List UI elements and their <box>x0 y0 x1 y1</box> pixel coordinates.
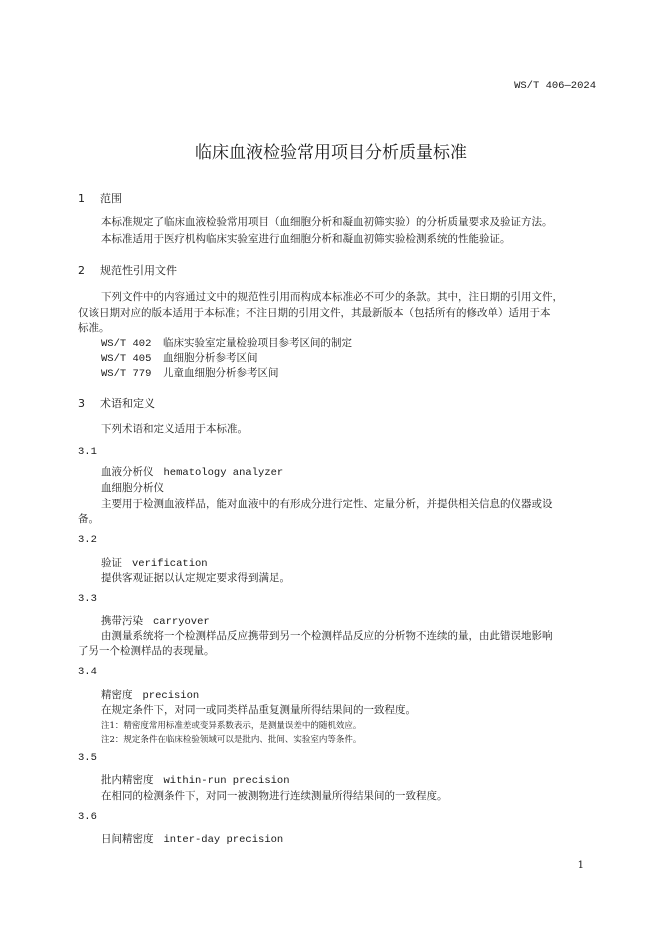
term-chinese: 验证 <box>101 557 122 569</box>
normative-reference <box>101 335 352 350</box>
section-1-title: 范围 <box>100 192 122 205</box>
reference-code: WS/T 779 <box>101 368 152 380</box>
reference-title: 儿童血细胞分析参考区间 <box>163 367 279 379</box>
section-1-number: 1 <box>78 192 85 205</box>
term-entry-3-4 <box>101 687 199 702</box>
section-1-paragraph-1: 本标准规定了临床血液检验常用项目（血细胞分析和凝血初筛实验）的分析质量要求及验证方法。 <box>101 216 553 228</box>
clause-number-3-6: 3.6 <box>78 811 97 823</box>
term-entry-3-2 <box>101 555 208 570</box>
section-1-heading <box>78 190 122 206</box>
reference-title: 临床实验室定量检验项目参考区间的制定 <box>163 337 352 349</box>
clause-number-3-1: 3.1 <box>78 446 97 458</box>
section-2-paragraph-line-2: 仅该日期对应的版本适用于本标准；不注日期的引用文件，其最新版本（包括所有的修改单）适用于本 <box>78 307 551 319</box>
term-entry-3-1 <box>101 464 283 479</box>
term-english: inter-day precision <box>163 834 284 846</box>
clause-number-3-5: 3.5 <box>78 752 97 764</box>
section-3-number: 3 <box>78 397 85 410</box>
term-english: hematology analyzer <box>163 467 284 479</box>
normative-reference <box>101 350 258 365</box>
term-synonym-3-1: 血细胞分析仪 <box>101 482 164 494</box>
reference-code: WS/T 405 <box>101 353 152 365</box>
definition-3-3-line-2: 了另一个检测样品的表现量。 <box>78 645 215 657</box>
note-3-4-1: 注1：精密度常用标准差或变异系数表示，是测量误差中的随机效应。 <box>101 721 362 731</box>
page-number: 1 <box>577 860 584 871</box>
section-2-heading <box>78 262 177 278</box>
normative-reference <box>101 365 279 380</box>
section-3-title: 术语和定义 <box>100 397 155 410</box>
term-english: precision <box>142 690 200 702</box>
document-title: 临床血液检验常用项目分析质量标准 <box>195 143 467 163</box>
term-english: verification <box>132 558 208 570</box>
section-2-title: 规范性引用文件 <box>100 264 177 277</box>
standard-code: WS/T 406—2024 <box>514 80 596 92</box>
section-3-intro: 下列术语和定义适用于本标准。 <box>101 423 248 435</box>
section-2-paragraph-line-3: 标准。 <box>78 322 110 334</box>
clause-number-3-3: 3.3 <box>78 593 97 605</box>
section-1-paragraph-2: 本标准适用于医疗机构临床实验室进行血细胞分析和凝血初筛实验检测系统的性能验证。 <box>101 233 511 245</box>
term-chinese: 携带污染 <box>101 615 143 627</box>
definition-3-3-line-1: 由测量系统将一个检测样品反应携带到另一个检测样品反应的分析物不连续的量，由此错误地影响 <box>101 630 553 642</box>
note-3-4-2: 注2：规定条件在临床检验领域可以是批内、批间、实验室内等条件。 <box>101 735 362 745</box>
section-3-heading <box>78 395 155 411</box>
term-chinese: 血液分析仪 <box>101 466 154 478</box>
term-entry-3-6 <box>101 831 283 846</box>
section-2-paragraph-line-1: 下列文件中的内容通过文中的规范性引用而构成本标准必不可少的条款。其中，注日期的引用文件， <box>101 291 563 303</box>
reference-title: 血细胞分析参考区间 <box>163 352 258 364</box>
term-chinese: 日间精密度 <box>101 833 154 845</box>
definition-3-4: 在规定条件下，对同一或同类样品重复测量所得结果间的一致程度。 <box>101 704 416 716</box>
definition-3-5: 在相同的检测条件下，对同一被测物进行连续测量所得结果间的一致程度。 <box>101 790 448 802</box>
clause-number-3-4: 3.4 <box>78 666 97 678</box>
section-2-number: 2 <box>78 264 85 277</box>
clause-number-3-2: 3.2 <box>78 534 97 546</box>
reference-code: WS/T 402 <box>101 338 152 350</box>
term-chinese: 批内精密度 <box>101 774 154 786</box>
term-english: carryover <box>153 616 210 628</box>
term-entry-3-3 <box>101 613 210 628</box>
definition-3-1-line-2: 备。 <box>78 513 99 525</box>
definition-3-1-line-1: 主要用于检测血液样品，能对血液中的有形成分进行定性、定量分析，并提供相关信息的仪器或设 <box>101 498 553 510</box>
term-entry-3-5 <box>101 772 290 787</box>
definition-3-2: 提供客观证据以认定规定要求得到满足。 <box>101 572 290 584</box>
term-chinese: 精密度 <box>101 689 133 701</box>
term-english: within-run precision <box>163 775 290 787</box>
